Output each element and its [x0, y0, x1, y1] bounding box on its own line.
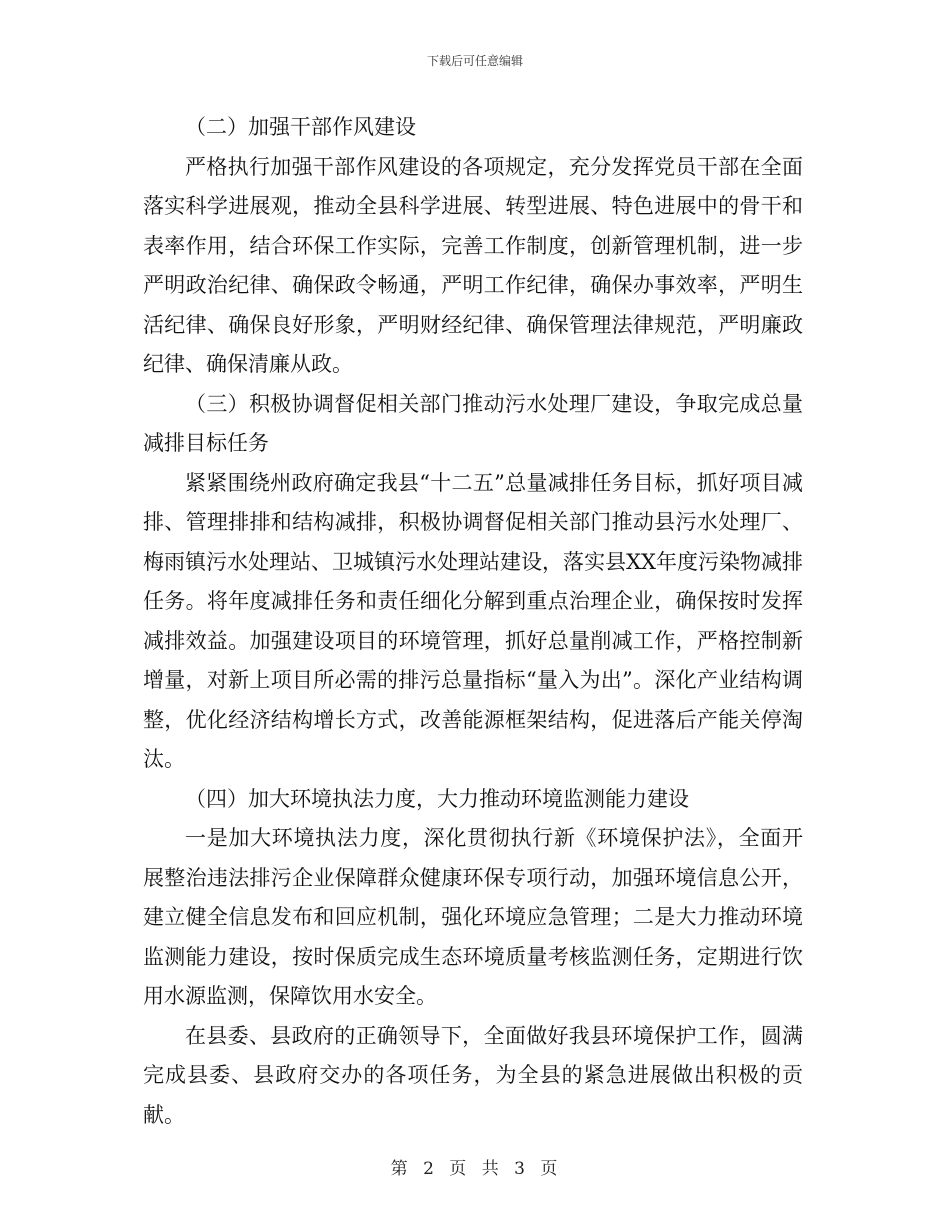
body-paragraph: 紧紧围绕州政府确定我县“十二五”总量减排任务目标，抓好项目减排、管理排排和结构减排，积极协调督促相关部门推动县污水处理厂、梅雨镇污水处理站、卫城镇污水处理站建设，落实县XX年度污染物减排任务。将年度减排任务和责任细化分解到重点治理企业，确保按时发挥减排效益。加强建设项目的环境管理，抓好总量削减工作，严格控制新增量，对新上项目所必需的排污总量指标“量入为出”。深化产业结构调整，优化经济结构增长方式，改善能源框架结构，促进落后产能关停淘汰。: [143, 470, 803, 771]
body-paragraph: 严格执行加强干部作风建设的各项规定，充分发挥党员干部在全面落实科学进展观，推动全县科学进展、转型进展、特色进展中的骨干和表率作用，结合环保工作实际，完善工作制度，创新管理机制，进一步严明政治纪律、确保政令畅通，严明工作纪律，确保办事效率，严明生活纪律、确保良好形象，严明财经纪律、确保管理法律规范，严明廉政纪律、确保清廉从政。: [143, 154, 803, 376]
section-heading-4: （四）加大环境执法力度，大力推动环境监测能力建设: [185, 786, 689, 811]
document-body: [143, 108, 803, 1135]
body-paragraph: 一是加大环境执法力度，深化贯彻执行新《环境保护法》，全面开展整治违法排污企业保障群众健康环保专项行动，加强环境信息公开，建立健全信息发布和回应机制，强化环境应急管理；二是大力推动环境监测能力建设，按时保质完成生态环境质量考核监测任务，定期进行饮用水源监测，保障饮用水安全。: [143, 826, 803, 1008]
page-footer: 第 2 页 共 3 页: [390, 1159, 560, 1179]
section-heading-2: （二）加强干部作风建设: [185, 115, 416, 139]
page-header: 下载后可任意编辑: [426, 54, 523, 68]
section-heading-3: （三）积极协调督促相关部门推动污水处理厂建设，争取完成总量减排目标任务: [143, 391, 803, 455]
closing-paragraph: 在县委、县政府的正确领导下，全面做好我县环境保护工作，圆满完成县委、县政府交办的各项任务，为全县的紧急进展做出积极的贡献。: [143, 1023, 803, 1127]
